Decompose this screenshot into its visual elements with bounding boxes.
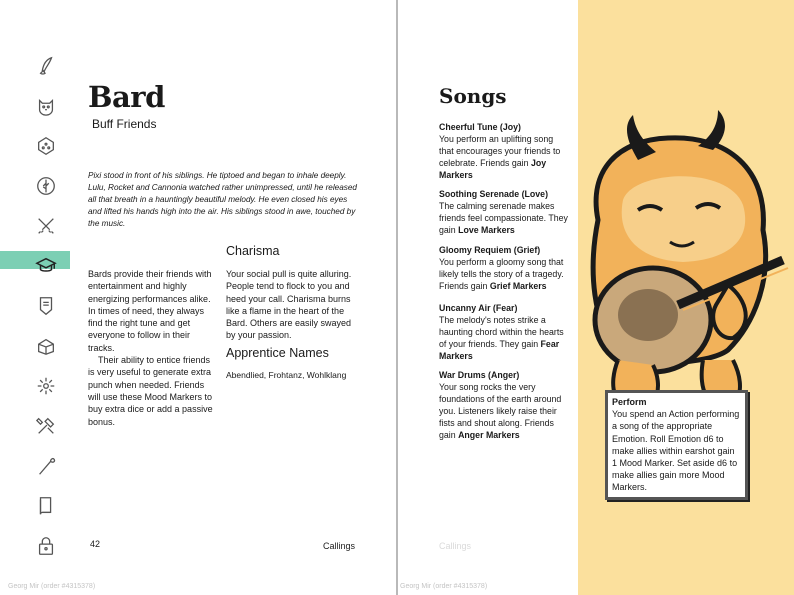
tools-icon[interactable] — [30, 410, 62, 442]
song-entry — [439, 302, 569, 362]
song-text: The calming serenade makes friends feel compassionate. They gain — [439, 201, 568, 235]
body-column-1 — [88, 268, 216, 428]
lock-icon[interactable] — [30, 530, 62, 562]
perform-title: Perform — [612, 397, 647, 407]
song-text: Your song rocks the very foundations of the earth around you. Listeners likely raise their fists and shout along. Friends gain — [439, 382, 562, 440]
songs-title: Songs — [439, 84, 507, 108]
cat-face-icon[interactable] — [30, 90, 62, 122]
staff-icon[interactable] — [30, 450, 62, 482]
book-icon[interactable] — [30, 490, 62, 522]
song-marker: Love Markers — [458, 225, 515, 235]
body-paragraph: Their ability to entice friends is very useful to generate extra punch when needed. Friends will use these Mood Markers to buy extra dice or add a passive bonus. — [88, 355, 213, 427]
right-page — [398, 0, 794, 595]
song-name: Soothing Serenade (Love) — [439, 189, 548, 199]
song-name: Gloomy Requiem (Grief) — [439, 245, 541, 255]
graduation-cap-icon[interactable] — [30, 250, 62, 282]
song-marker: Grief Markers — [489, 281, 547, 291]
burst-icon[interactable] — [30, 370, 62, 402]
running-head: Callings — [323, 541, 356, 551]
song-entry — [439, 369, 569, 441]
song-entry — [439, 121, 569, 181]
left-page — [0, 0, 396, 595]
song-entry — [439, 244, 569, 292]
dice-icon[interactable] — [30, 130, 62, 162]
perform-box — [605, 390, 748, 500]
song-name: Cheerful Tune (Joy) — [439, 122, 521, 132]
running-head: Callings — [439, 541, 472, 551]
crossed-swords-icon[interactable] — [30, 210, 62, 242]
banner-icon[interactable] — [30, 290, 62, 322]
footer-watermark: Georg Mir (order #4315378) — [400, 583, 488, 590]
quill-icon[interactable] — [30, 50, 62, 82]
song-marker: Anger Markers — [458, 430, 520, 440]
body-paragraph: Bards provide their friends with entertainment and highly energizing performances alike. In times of need, they always find the right tune and get everyone to follow in their tracks. — [88, 269, 212, 353]
page-title: Bard — [88, 80, 165, 114]
song-marker: Joy Markers — [439, 158, 547, 180]
charisma-heading: Charisma — [226, 244, 280, 258]
song-marker: Fear Markers — [439, 339, 560, 361]
song-entry — [439, 188, 569, 236]
rune-coin-icon[interactable] — [30, 170, 62, 202]
footer-watermark: Georg Mir (order #4315378) — [8, 583, 96, 590]
apprentice-names-text: Abendlied, Frohtanz, Wohlklang — [226, 370, 347, 380]
treasure-chest-icon[interactable] — [30, 330, 62, 362]
intro-flavor-text: Pixi stood in front of his siblings. He tiptoed and began to inhale deeply. Lulu, Rocket and Cannonia watched rather unimpressed, until he released all that breath in a hauntingly beautiful melody. He even closed his eyes and lifted his hands high into the air. His siblings stood in awe, touched by the music. — [88, 171, 357, 228]
perform-text: You spend an Action performing a song of the appropriate Emotion. Roll Emotion d6 to make allies within earshot gain 1 Mood Marker. Set aside d6 to make allies gain more Mood Markers. — [612, 409, 740, 493]
page-number: 42 — [90, 539, 101, 549]
song-name: Uncanny Air (Fear) — [439, 303, 518, 313]
song-text: You perform an uplifting song that encourages your friends to celebrate. Friends gain — [439, 134, 561, 168]
song-text: The melody's notes strike a haunting chord within the hearts of your friends. They gain — [439, 315, 564, 349]
song-text: You perform a gloomy song that likely tells the story of a tragedy. Friends gain — [439, 257, 564, 291]
page-subtitle: Buff Friends — [92, 117, 157, 131]
song-name: War Drums (Anger) — [439, 370, 520, 380]
apprentice-names-heading: Apprentice Names — [226, 346, 329, 360]
charisma-text: Your social pull is quite alluring. People tend to flock to you and heed your call. Charisma burns like a flame in the heart of the Bard. Others are easily swayed by your passion. — [226, 269, 352, 341]
